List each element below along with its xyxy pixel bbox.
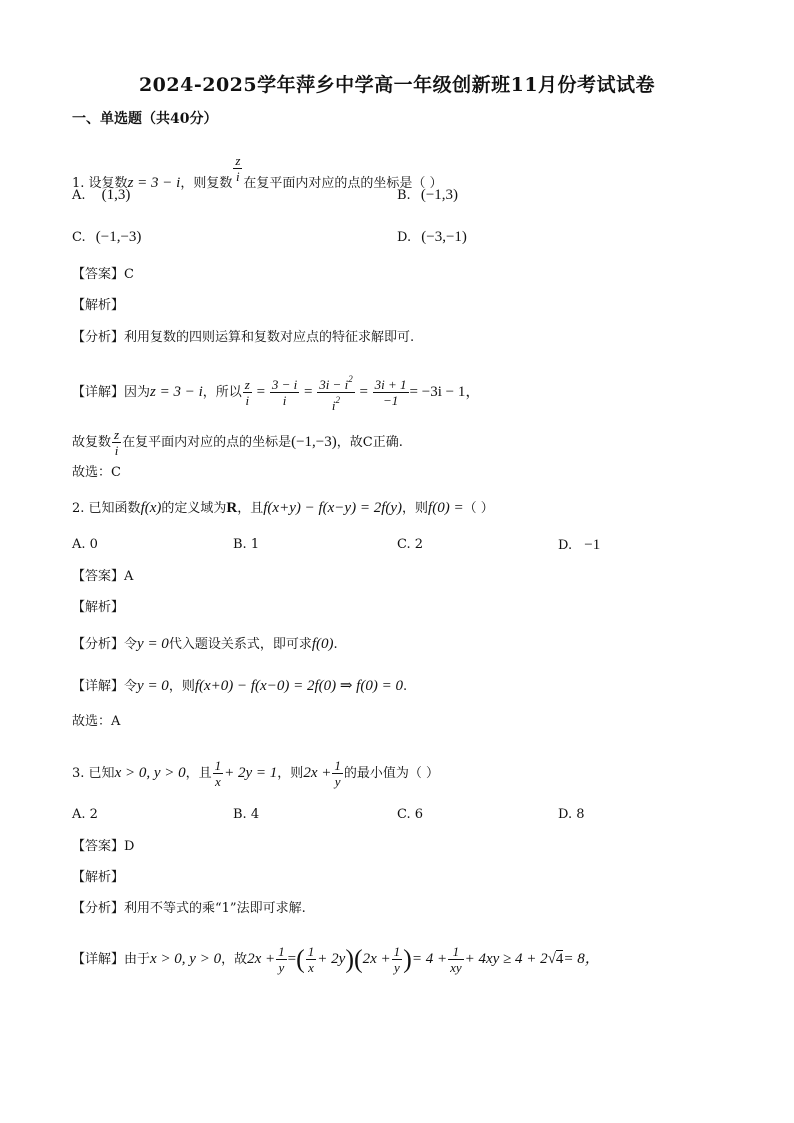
analysis-tag: 【解析】 — [72, 298, 125, 313]
choose-line: 故选：A — [72, 714, 121, 729]
answer-line: 【答案】C — [72, 267, 134, 282]
fenxi-line: 【分析】利用不等式的乘“1”法即可求解. — [72, 901, 306, 916]
question-number: 3. — [72, 766, 85, 781]
option-c: C. (−1,−3) — [72, 229, 142, 245]
option-d: D. 8 — [558, 807, 585, 822]
question-number: 2. — [72, 501, 85, 516]
fraction: $\frac{1}{xy}$ — [450, 944, 462, 975]
section-heading: 一、单选题（共40分） — [72, 111, 218, 127]
option-a: A. 0 — [72, 537, 98, 552]
option-d: D. −1 — [558, 537, 601, 553]
option-b: B. (−1,3) — [397, 187, 459, 203]
fraction: $\frac{1}{y}$ — [278, 944, 285, 975]
question-3-stem: 3. 已知x > 0, y > 0，且 $\frac{1}{x}$ + 2y = 1，则2x + $\frac{1}{y}$ 的最小值为（ ） — [72, 758, 439, 789]
option-d: D. (−3,−1) — [397, 229, 467, 245]
fraction: $\frac{z}{i}$ — [114, 427, 120, 458]
page-title: 2024-2025学年萍乡中学高一年级创新班11月份考试试卷 — [138, 74, 656, 96]
detail-line: 【详解】由于x > 0, y > 0，故2x + $\frac{1}{y}$ =( $\frac{1}{x}$ + 2y)(2x + $\frac{1}{y}$ )= 4 + $\frac{1}{xy}$ + 4xy ≥ 4 + 2√4= 8， — [72, 944, 600, 975]
fraction: $\frac{1}{y}$ — [393, 944, 401, 975]
fenxi-line: 【分析】利用复数的四则运算和复数对应点的特征求解即可. — [72, 330, 415, 345]
fraction: $\frac{1}{x}$ — [307, 944, 315, 975]
answer-line: 【答案】A — [72, 569, 134, 584]
question-1-stem: 1. 设复数z = 3 − i，则复数 $\frac{z}{i}$ 在复平面内对应的点的坐标是（ ） — [72, 153, 443, 191]
fenxi-line: 【分析】令y = 0代入题设关系式，即可求f(0). — [72, 636, 338, 652]
analysis-tag: 【解析】 — [72, 870, 125, 885]
answer-line: 【答案】D — [72, 839, 135, 854]
fraction: $\frac{z}{i}$ — [235, 153, 241, 184]
fraction: $\frac{z}{i}$ — [244, 377, 250, 408]
question-2-stem: 2. 已知函数f(x)的定义域为R，且f(x+y) − f(x−y) = 2f(y)，则f(0) =（ ） — [72, 500, 494, 516]
detail-line: 【详解】令y = 0，则f(x+0) − f(x−0) = 2f(0) ⇒ f(0) = 0. — [72, 678, 408, 694]
option-b: B. 1 — [233, 537, 260, 552]
option-b: B. 4 — [233, 807, 260, 822]
fraction: $\frac{3i - i^2}{i^2}$ — [319, 374, 353, 413]
fraction: $\frac{1}{y}$ — [334, 758, 341, 789]
option-c: C. 6 — [397, 807, 424, 822]
question-number: 1. — [72, 176, 85, 191]
detail-line: 【详解】因为z = 3 − i，所以 $\frac{z}{i}$ = $\frac{3 - i}{i}$ = $\frac{3i - i^2}{i^2}$ = $\frac{3i + 1}{-1}$ = −3i − 1， — [72, 374, 481, 413]
fraction: $\frac{3i + 1}{-1}$ — [374, 377, 407, 408]
option-a: A. (1,3) — [72, 187, 131, 203]
fraction: $\frac{1}{x}$ — [214, 758, 222, 789]
option-a: A. 2 — [72, 807, 98, 822]
fraction: $\frac{3 - i}{i}$ — [271, 377, 298, 408]
option-c: C. 2 — [397, 537, 424, 552]
analysis-tag: 【解析】 — [72, 600, 125, 615]
conclusion-line: 故复数 $\frac{z}{i}$ 在复平面内对应的点的坐标是(−1,−3)，故C正确. — [72, 427, 403, 458]
choose-line: 故选：C — [72, 465, 121, 480]
